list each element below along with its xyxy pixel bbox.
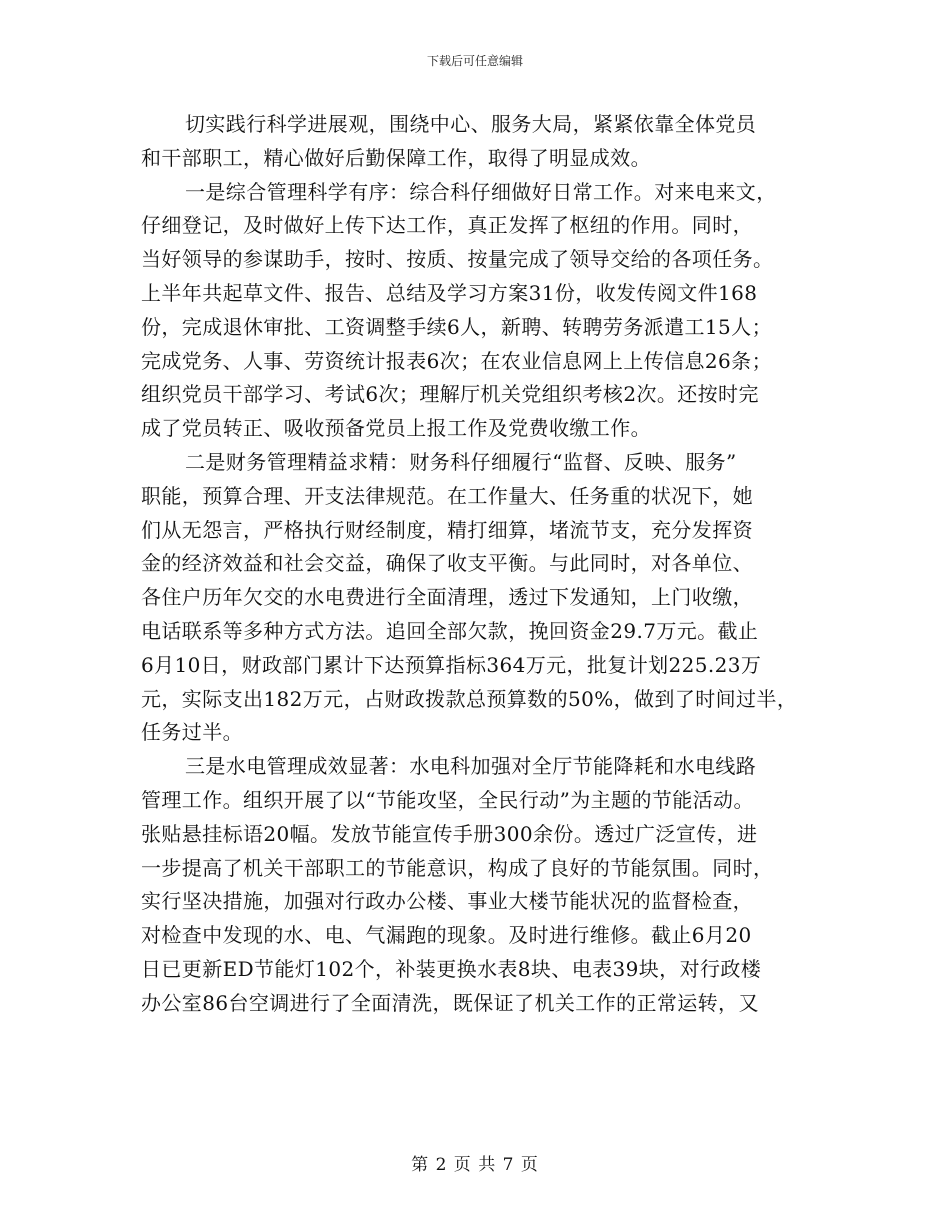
document-body [141,108,821,1021]
body-text-line: 一步提高了机关干部职工的节能意识，构成了良好的节能氛围。同时， [141,855,774,880]
page-number-footer: 第 2 页 共 7 页 [411,1155,539,1175]
body-text-line: 电话联系等多种方式方法。追回全部欠款，挽回资金29.7万元。截止 [141,618,759,643]
body-text-line: 一是综合管理科学有序：综合科仔细做好日常工作。对来电来文， [185,179,777,204]
body-text-line: 当好领导的参谋助手，按时、按质、按量完成了领导交给的各项任务。 [141,247,774,272]
body-text-line: 任务过半。 [141,720,243,745]
body-text-line: 各住户历年欠交的水电费进行全面清理，透过下发通知，上门收缴， [141,585,753,610]
body-text-line: 6月10日，财政部门累计下达预算指标364万元，批复计划225.23万 [141,652,762,677]
body-text-line: 二是财务管理精益求精：财务科仔细履行“监督、反映、服务” [185,449,737,474]
body-text-line: 日已更新ED节能灯102个，补装更换水表8块、电表39块，对行政楼 [141,956,762,981]
body-text-line: 金的经济效益和社会交益，确保了收支平衡。与此同时，对各单位、 [141,551,753,576]
body-text-line: 张贴悬挂标语20幅。发放节能宣传手册300余份。透过广泛宣传，进 [141,821,758,846]
body-text-line: 上半年共起草文件、报告、总结及学习方案31份，收发传阅文件168 [141,280,758,305]
body-text-line: 完成党务、人事、劳资统计报表6次；在农业信息网上上传信息26条； [141,348,772,373]
body-text-line: 份，完成退休审批、工资调整手续6人，新聘、转聘劳务派遣工15人； [141,314,772,339]
body-text-line: 实行坚决措施，加强对行政办公楼、事业大楼节能状况的监督检查， [141,889,753,914]
body-text-line: 职能，预算合理、开支法律规范。在工作量大、任务重的状况下，她 [141,483,753,508]
body-text-line: 办公室86台空调进行了全面清洗，既保证了机关工作的正常运转，又 [141,990,759,1015]
body-text-line: 仔细登记，及时做好上传下达工作，真正发挥了枢纽的作用。同时， [141,213,753,238]
body-text-line: 和干部职工，精心做好后勤保障工作，取得了明显成效。 [141,145,651,170]
body-text-line: 三是水电管理成效显著：水电科加强对全厅节能降耗和水电线路 [185,754,757,779]
body-text-line: 切实践行科学进展观，围绕中心、服务大局，紧紧依靠全体党员 [185,112,757,136]
body-text-line: 管理工作。组织开展了以“节能攻坚，全民行动”为主题的节能活动。 [141,787,754,812]
body-text-line: 组织党员干部学习、考试6次；理解厅机关党组织考核2次。还按时完 [141,382,759,407]
body-text-line: 们从无怨言，严格执行财经制度，精打细算，堵流节支，充分发挥资 [141,517,753,542]
body-text-line: 对检查中发现的水、电、气漏跑的现象。及时进行维修。截止6月20 [141,923,752,948]
body-text-line: 元，实际支出182万元，占财政拨款总预算数的50%，做到了时间过半， [141,686,798,711]
body-text-line: 成了党员转正、吸收预备党员上报工作及党费收缴工作。 [141,416,651,441]
page-header-note: 下载后可任意编辑 [426,54,523,68]
